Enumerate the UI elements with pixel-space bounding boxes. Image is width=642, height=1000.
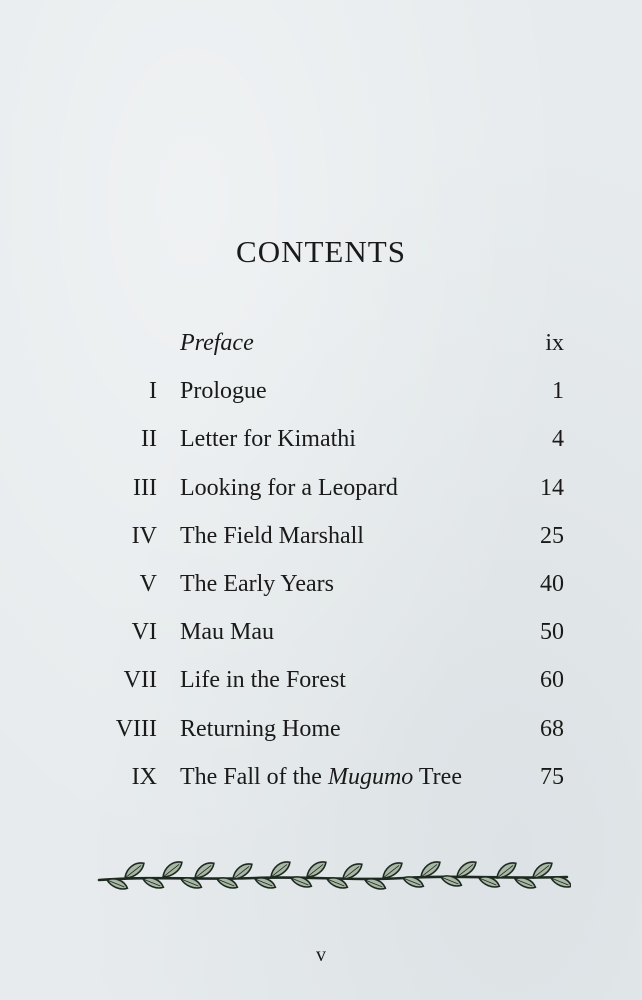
toc-entry-4[interactable] xyxy=(0,523,642,571)
toc-entry-1[interactable] xyxy=(0,378,642,426)
chapter-title-emphasis: Mugumo xyxy=(327,763,414,790)
page-number: 25 xyxy=(540,522,564,549)
chapter-title: Returning Home xyxy=(180,715,341,742)
leafy-vine-icon xyxy=(95,850,571,900)
chapter-number: V xyxy=(139,570,157,597)
page-number: 68 xyxy=(540,715,564,742)
toc-entry-3[interactable] xyxy=(0,475,642,523)
chapter-title: Letter for Kimathi xyxy=(180,426,356,453)
chapter-title: Prologue xyxy=(180,378,267,405)
chapter-title: The Early Years xyxy=(180,570,334,597)
chapter-title-part: The Fall of the xyxy=(180,763,328,790)
page-number: 50 xyxy=(540,619,564,646)
chapter-title: Mau Mau xyxy=(180,619,274,646)
page-number: 60 xyxy=(540,667,564,694)
chapter-number: III xyxy=(133,474,157,501)
chapter-title: Looking for a Leopard xyxy=(180,474,398,501)
chapter-number: VII xyxy=(123,667,157,694)
toc-entry-7[interactable] xyxy=(0,667,642,715)
table-of-contents xyxy=(0,330,642,812)
chapter-number: IX xyxy=(131,763,157,790)
chapter-number: I xyxy=(149,378,157,405)
toc-entry-8[interactable] xyxy=(0,716,642,764)
toc-entry-2[interactable] xyxy=(0,426,642,474)
chapter-title: Life in the Forest xyxy=(180,667,346,694)
toc-entry-preface[interactable] xyxy=(0,330,642,378)
chapter-number: II xyxy=(141,426,157,453)
chapter-title xyxy=(180,764,462,791)
page-number: 4 xyxy=(552,426,564,453)
chapter-number: IV xyxy=(131,522,157,549)
chapter-title: The Field Marshall xyxy=(180,522,364,549)
page-folio: v xyxy=(316,944,326,966)
page-number: 14 xyxy=(540,474,564,501)
toc-entry-6[interactable] xyxy=(0,619,642,667)
chapter-title: Preface xyxy=(180,330,254,356)
toc-entry-9[interactable] xyxy=(0,764,642,812)
page-number: 1 xyxy=(552,378,564,405)
page-title: CONTENTS xyxy=(236,234,406,269)
page-number: 40 xyxy=(540,570,564,597)
chapter-number: VIII xyxy=(115,715,157,742)
toc-entry-5[interactable] xyxy=(0,571,642,619)
page-number: ix xyxy=(545,330,564,356)
page-number: 75 xyxy=(540,763,564,790)
chapter-number: VI xyxy=(131,619,157,646)
chapter-title-part: Tree xyxy=(413,763,462,790)
